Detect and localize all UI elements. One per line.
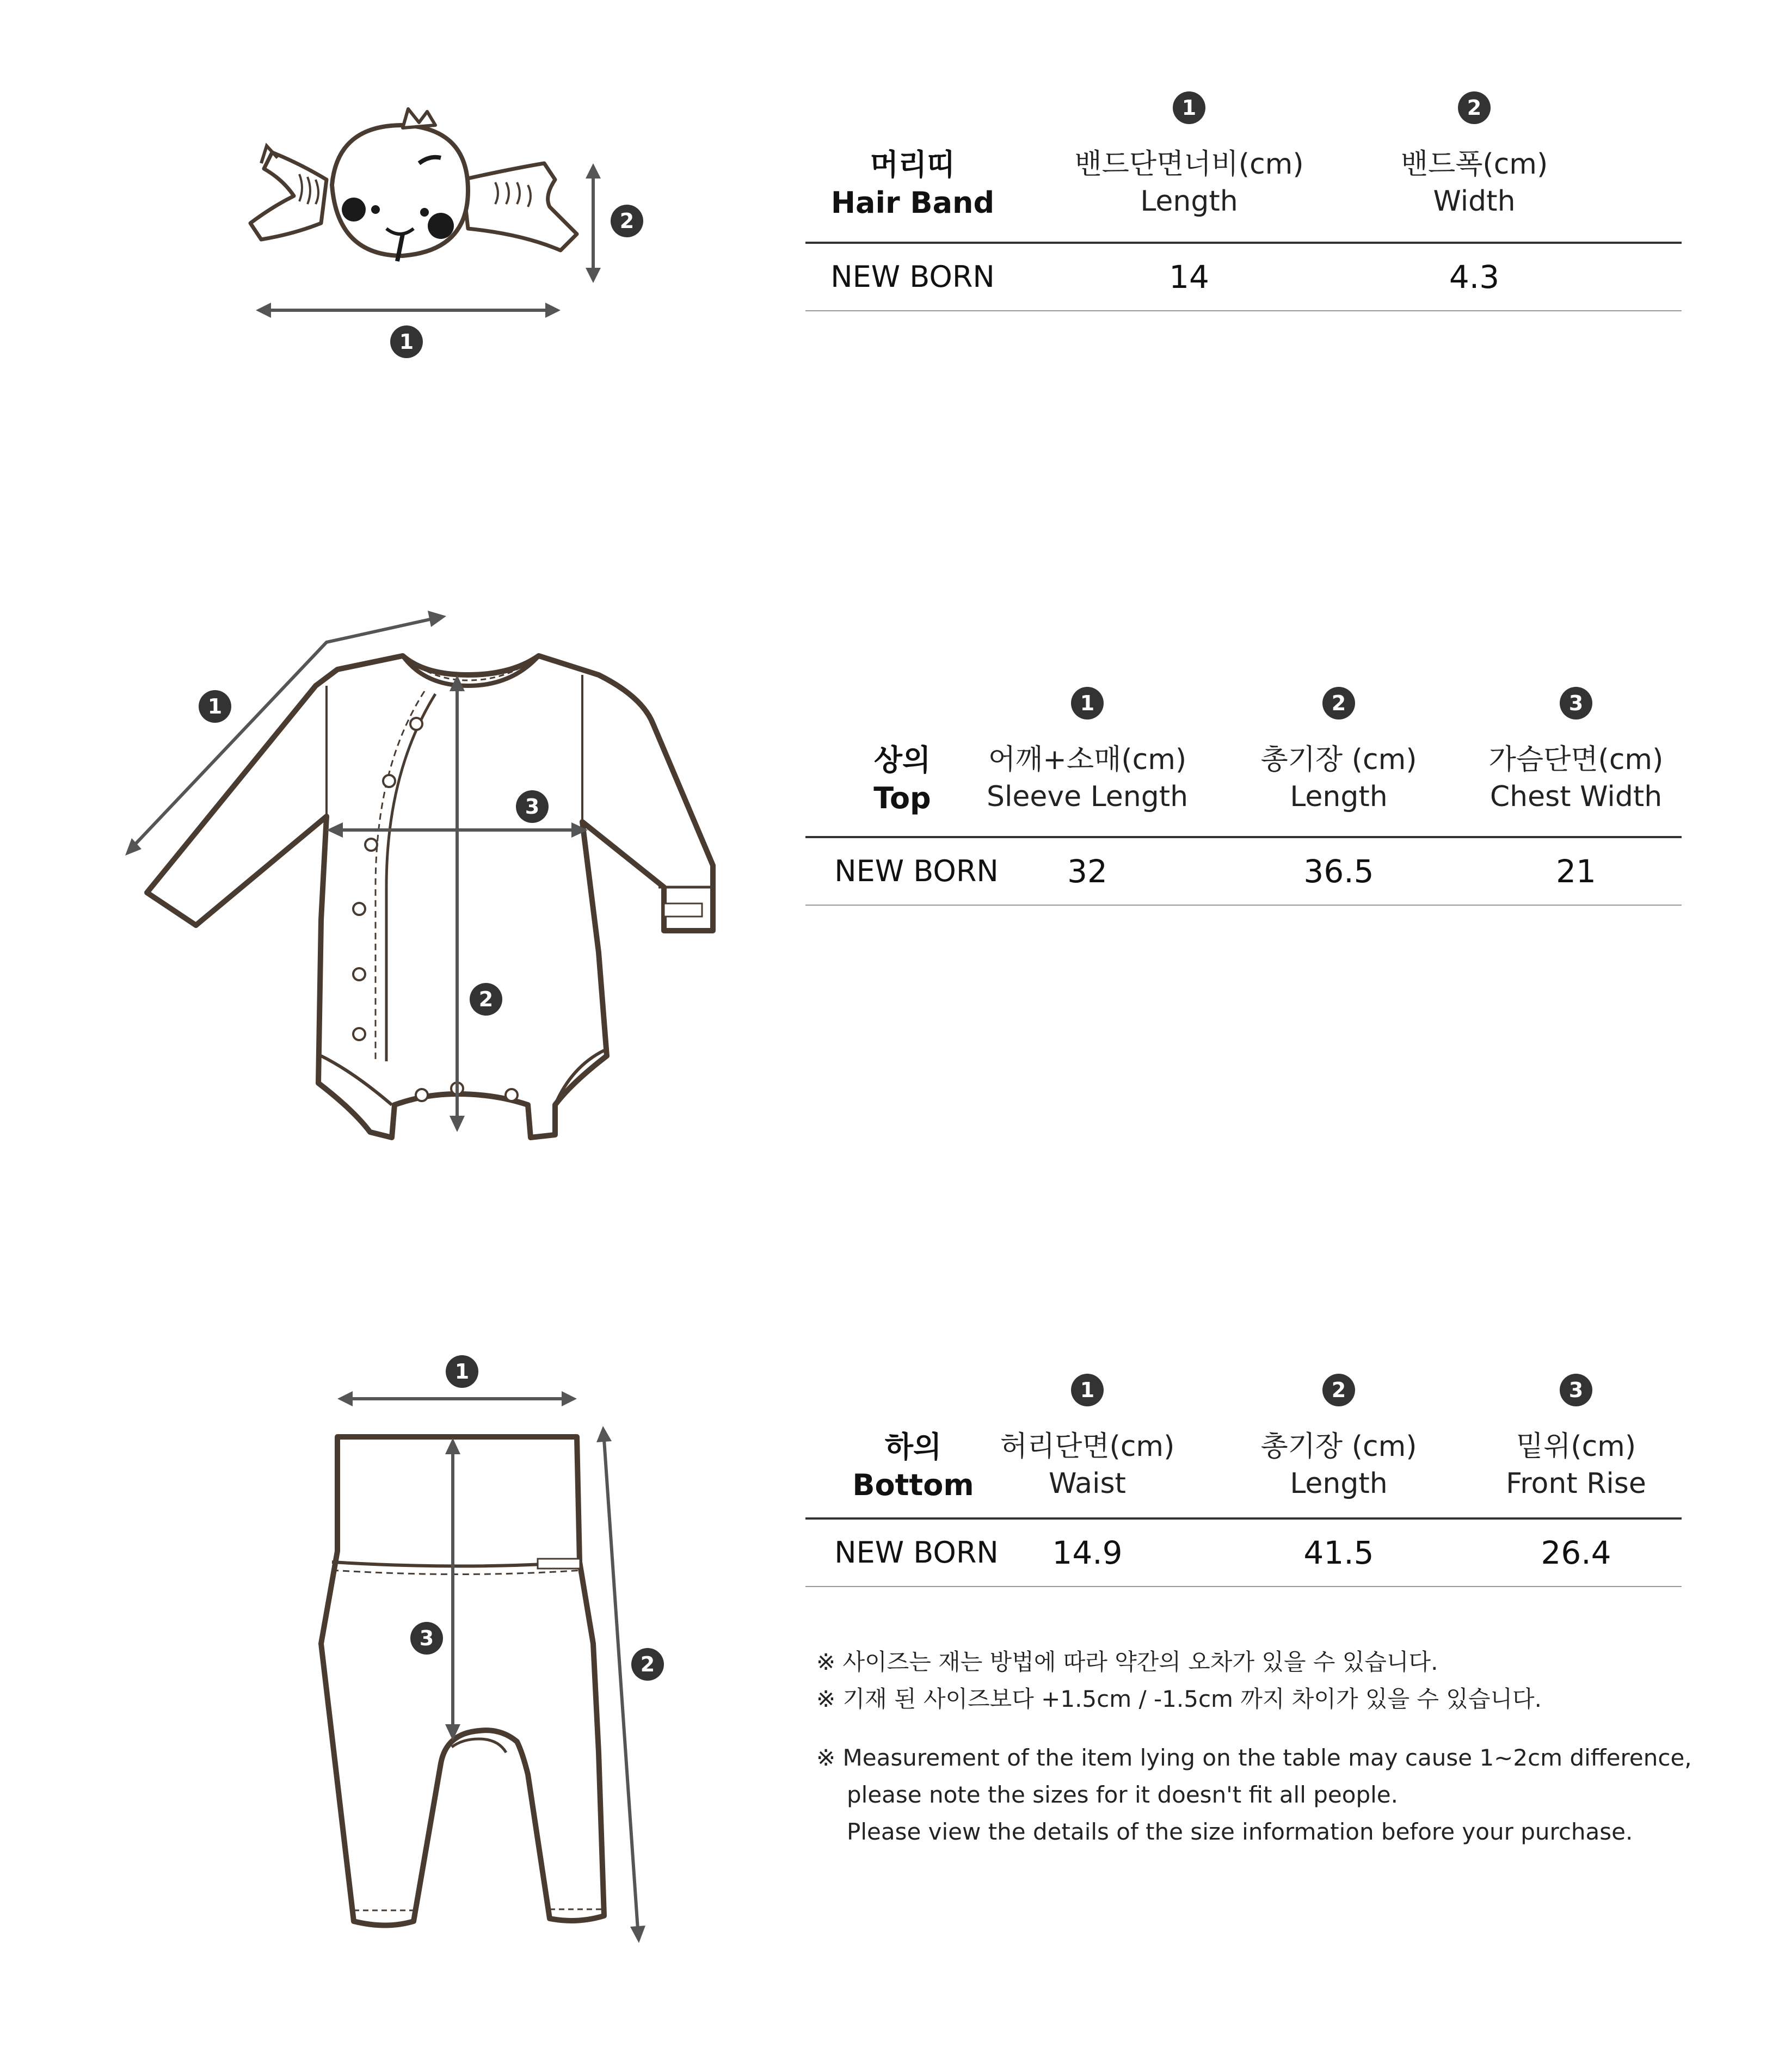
width-arrow-icon [582, 163, 604, 283]
title-en: Top [873, 781, 931, 815]
pants-drawing [310, 1426, 615, 1948]
value-front-rise: 26.4 [1541, 1534, 1611, 1571]
column-label-en: Chest Width [1489, 780, 1663, 813]
size-notes [816, 1644, 1741, 1850]
value-chest-width: 21 [1556, 853, 1596, 890]
table-row [805, 1521, 1682, 1585]
column-label-ko: 허리단면(cm) [1000, 1430, 1175, 1463]
note-en-3: Please view the details of the size information before your purchase. [847, 1818, 1633, 1845]
column-marker-3: 3 [1560, 687, 1592, 720]
sleeve-length-arrow [120, 610, 457, 860]
column-label-en: Length [1290, 780, 1388, 813]
value-length: 36.5 [1303, 853, 1374, 890]
hair-band-size-table [805, 91, 1682, 296]
column-marker-2: 2 [1322, 1374, 1355, 1406]
table-header [805, 91, 1682, 228]
column-marker-2: 2 [1322, 687, 1355, 720]
title-ko: 머리띠 [870, 147, 956, 182]
note-en-2: please note the sizes for it doesn't fit all people. [847, 1781, 1398, 1808]
pants-marker-3: 3 [410, 1622, 443, 1655]
column-header-length [1214, 687, 1464, 815]
column-header-front-rise [1451, 1374, 1701, 1502]
row-label: NEW BORN [834, 1535, 999, 1570]
sleeve-arrow-icon [120, 610, 457, 860]
column-label-ko: 밴드단면너비(cm) [1074, 148, 1304, 181]
title-ko: 상의 [873, 743, 931, 777]
hair-band-illustration [239, 103, 707, 283]
hair-band-marker-1: 1 [390, 325, 423, 358]
table-row [805, 245, 1682, 309]
value-length: 14 [1169, 259, 1209, 296]
title-en: Bottom [852, 1468, 974, 1502]
column-label-ko: 어깨+소매(cm) [988, 743, 1187, 776]
column-marker-3: 3 [1560, 1374, 1592, 1406]
column-header-chest-width [1451, 687, 1701, 815]
column-label-ko: 밑위(cm) [1516, 1430, 1636, 1463]
column-header-waist [962, 1374, 1212, 1502]
header-rule [805, 836, 1682, 838]
hair-band-marker-2: 2 [611, 205, 643, 237]
length-arrow-icon [588, 1426, 653, 1943]
column-header-length [1214, 1374, 1464, 1502]
table-header [805, 687, 1682, 823]
row-label: NEW BORN [830, 260, 995, 294]
column-marker-1: 1 [1173, 91, 1205, 124]
top-size-table [805, 687, 1682, 890]
length-arrow-icon [256, 299, 561, 321]
row-rule [805, 905, 1682, 906]
note-en-1: ※ Measurement of the item lying on the table may cause 1~2cm difference, [816, 1744, 1692, 1771]
bodysuit-marker-3: 3 [516, 790, 549, 823]
waist-arrow-icon [337, 1388, 577, 1410]
column-label-en: Length [1140, 185, 1238, 218]
note-ko-2: ※ 기재 된 사이즈보다 +1.5cm / -1.5cm 까지 차이가 있을 수 있습니다. [816, 1686, 1542, 1712]
value-length: 41.5 [1303, 1534, 1374, 1571]
column-header-sleeve-length [962, 687, 1212, 815]
hair-band-length-arrow [256, 299, 561, 321]
column-label-en: Front Rise [1506, 1467, 1646, 1500]
column-marker-1: 1 [1071, 687, 1104, 720]
header-rule [805, 1517, 1682, 1520]
column-marker-1: 1 [1071, 1374, 1104, 1406]
header-rule [805, 242, 1682, 244]
pants-illustration [310, 1426, 615, 1948]
column-label-en: Sleeve Length [986, 780, 1189, 813]
pants-length-arrow [588, 1426, 653, 1943]
column-header-length [1064, 91, 1314, 220]
table-header [805, 1374, 1682, 1510]
pants-marker-2: 2 [631, 1648, 664, 1681]
pants-marker-1: 1 [446, 1355, 478, 1388]
row-rule [805, 1586, 1682, 1587]
bodysuit-marker-2: 2 [470, 983, 502, 1016]
notes-spacer [816, 1718, 1741, 1739]
note-ko-1: ※ 사이즈는 재는 방법에 따라 약간의 오차가 있을 수 있습니다. [816, 1649, 1438, 1675]
table-title [820, 146, 1005, 222]
hair-band-drawing [239, 103, 707, 283]
column-marker-2: 2 [1458, 91, 1491, 124]
value-sleeve-length: 32 [1067, 853, 1107, 890]
table-row [805, 839, 1682, 903]
column-label-ko: 밴드폭(cm) [1400, 148, 1548, 181]
column-label-ko: 가슴단면(cm) [1488, 743, 1664, 776]
title-ko: 하의 [884, 1430, 942, 1464]
column-label-en: Waist [1049, 1467, 1126, 1500]
bottom-size-table [805, 1374, 1682, 1571]
title-en: Hair Band [830, 186, 995, 220]
column-label-ko: 총기장 (cm) [1260, 743, 1417, 776]
column-header-width [1349, 91, 1599, 220]
value-waist: 14.9 [1052, 1534, 1123, 1571]
hair-band-width-arrow [582, 163, 604, 283]
value-width: 4.3 [1449, 259, 1500, 296]
row-rule [805, 310, 1682, 311]
waist-arrow [337, 1388, 577, 1410]
column-label-en: Length [1290, 1467, 1388, 1500]
column-label-en: Width [1433, 185, 1516, 218]
row-label: NEW BORN [834, 854, 999, 888]
bodysuit-marker-1: 1 [199, 690, 231, 723]
column-label-ko: 총기장 (cm) [1260, 1430, 1417, 1463]
